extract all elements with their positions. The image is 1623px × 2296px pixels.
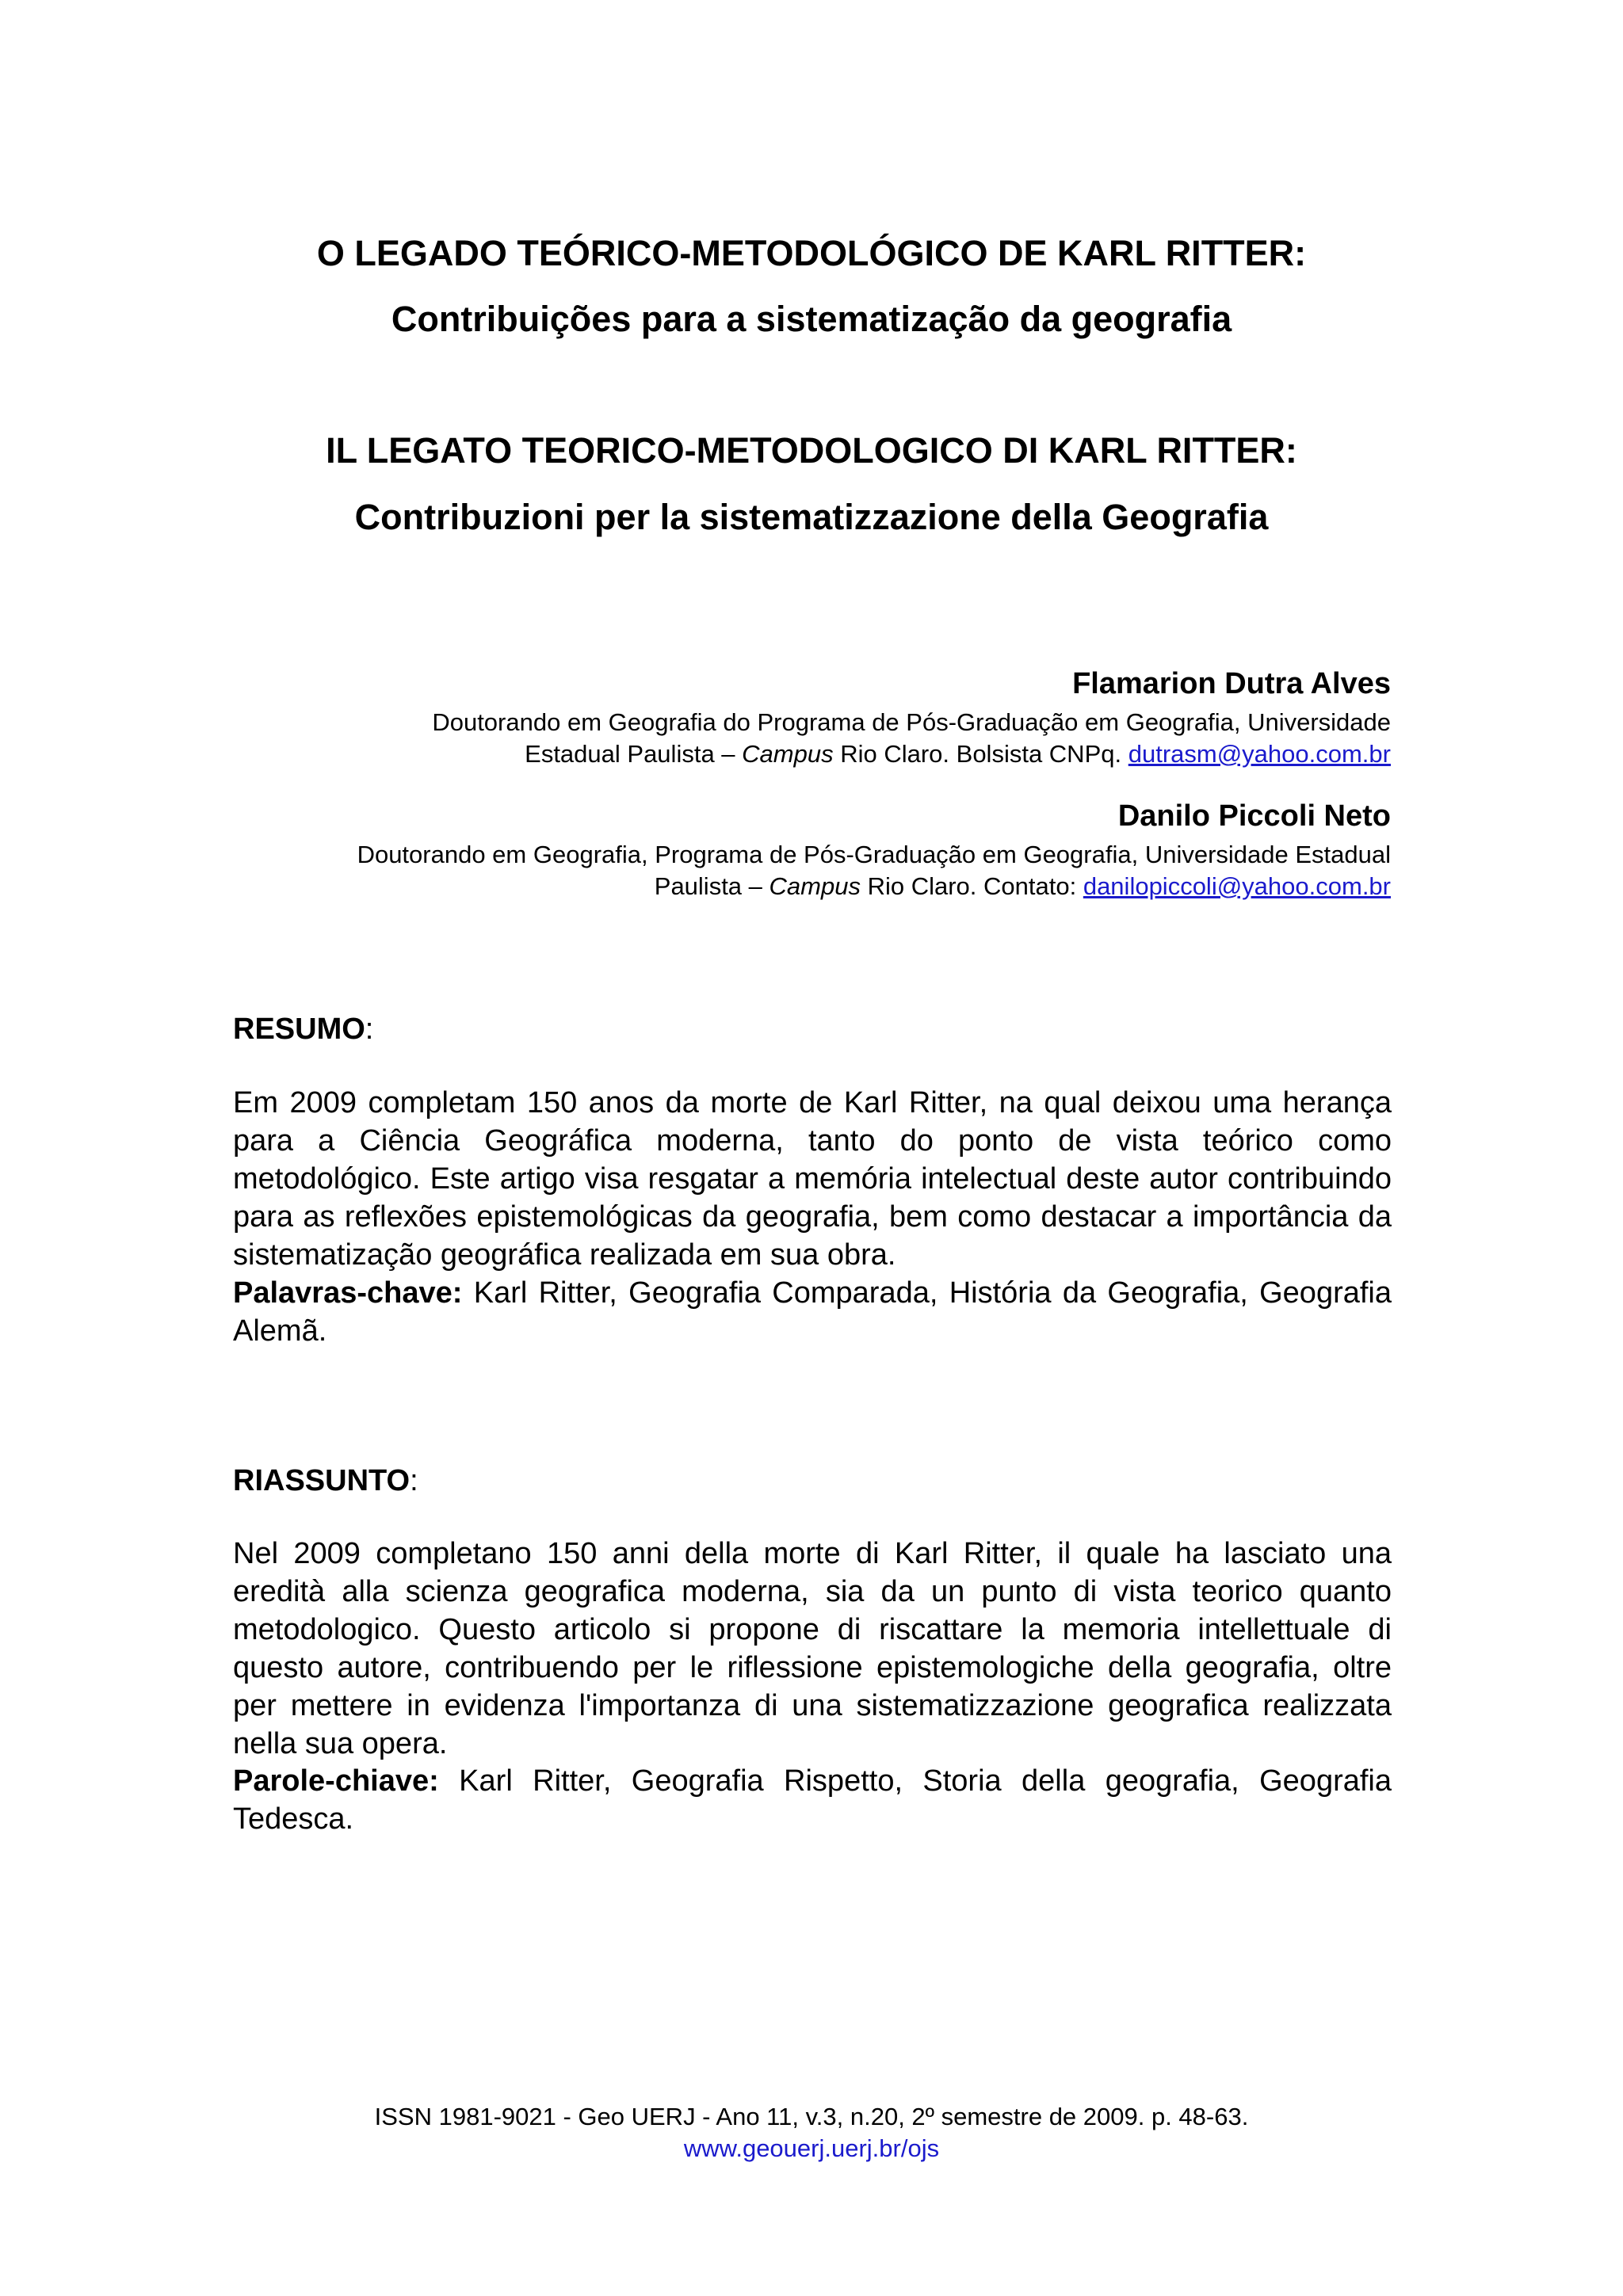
title-portuguese-line2: Contribuições para a sistematização da geografia (391, 299, 1232, 339)
keywords-list: Karl Ritter, Geografia Rispetto, Storia della geografia, Geografia Tedesca. (233, 1764, 1392, 1836)
riassunto-heading (233, 1462, 418, 1500)
keywords-label: Palavras-chave: (233, 1276, 463, 1310)
riassunto-keywords (233, 1762, 1392, 1838)
affiliation-text: Rio Claro. Bolsista CNPq. (833, 740, 1128, 768)
affiliation-text: Paulista – (654, 872, 769, 900)
author-email-link[interactable]: dutrasm@yahoo.com.br (1128, 740, 1391, 768)
keywords-label: Parole-chiave: (233, 1764, 439, 1798)
footer-citation: ISSN 1981-9021 - Geo UERJ - Ano 11, v.3, n.20, 2º semestre de 2009. p. 48-63. (374, 2103, 1249, 2130)
resumo-keywords (233, 1274, 1392, 1350)
author-email-link[interactable]: danilopiccoli@yahoo.com.br (1083, 872, 1391, 900)
footer-url-link[interactable]: www.geouerj.uerj.br/ojs (683, 2134, 940, 2162)
author-affiliation-line1: Doutorando em Geografia do Programa de Pós-Graduação em Geografia, Universidade (432, 708, 1391, 736)
author-affiliation-line2 (44, 871, 1391, 902)
campus-text: Campus (769, 872, 861, 900)
resumo-heading-colon: : (365, 1013, 374, 1046)
keywords-list: Karl Ritter, Geografia Comparada, História da Geografia, Geografia Alemã. (233, 1276, 1392, 1348)
riassunto-heading-colon: : (410, 1464, 418, 1497)
affiliation-text: Estadual Paulista – (525, 740, 743, 768)
author-block-2 (44, 796, 1391, 902)
author-affiliation-line2 (44, 738, 1391, 770)
author-affiliation-line1: Doutorando em Geografia, Programa de Pós-Graduação em Geografia, Universidade Estadual (357, 841, 1391, 868)
title-italian-line1: IL LEGATO TEORICO-METODOLOGICO DI KARL RITTER: (326, 430, 1297, 471)
campus-text: Campus (742, 740, 834, 768)
author-name: Flamarion Dutra Alves (1072, 667, 1391, 700)
author-block-1 (44, 664, 1391, 770)
affiliation-text: Rio Claro. Contato: (860, 872, 1083, 900)
title-italian-line2: Contribuzioni per la sistematizzazione della Geografia (354, 497, 1269, 537)
resumo-heading (233, 1010, 373, 1048)
riassunto-abstract: Nel 2009 completano 150 anni della morte di Karl Ritter, il quale ha lasciato una eredità alla scienza geografica moderna, sia da un punto di vista teorico quanto metodologico. Questo articolo si propone di riscattare la memoria intellettuale di questo autore, contribuendo per le riflessione epistemologiche della geografia, oltre per mettere in evidenza l'importanza di una sistematizzazione geografica realizzata nella sua opera. (233, 1537, 1392, 1760)
resumo-abstract: Em 2009 completam 150 anos da morte de Karl Ritter, na qual deixou uma herança para a Ciência Geográfica moderna, tanto do ponto de vista teórico como metodológico. Este artigo visa resgatar a memória intelectual deste autor contribuindo para as reflexões epistemológicas da geografia, bem como destacar a importância da sistematização geográfica realizada em sua obra. (233, 1086, 1392, 1272)
resumo-heading-label: RESUMO (233, 1013, 365, 1046)
author-name: Danilo Piccoli Neto (1117, 799, 1391, 833)
riassunto-heading-label: RIASSUNTO (233, 1464, 411, 1497)
title-portuguese-line1: O LEGADO TEÓRICO-METODOLÓGICO DE KARL RITTER: (316, 233, 1307, 273)
